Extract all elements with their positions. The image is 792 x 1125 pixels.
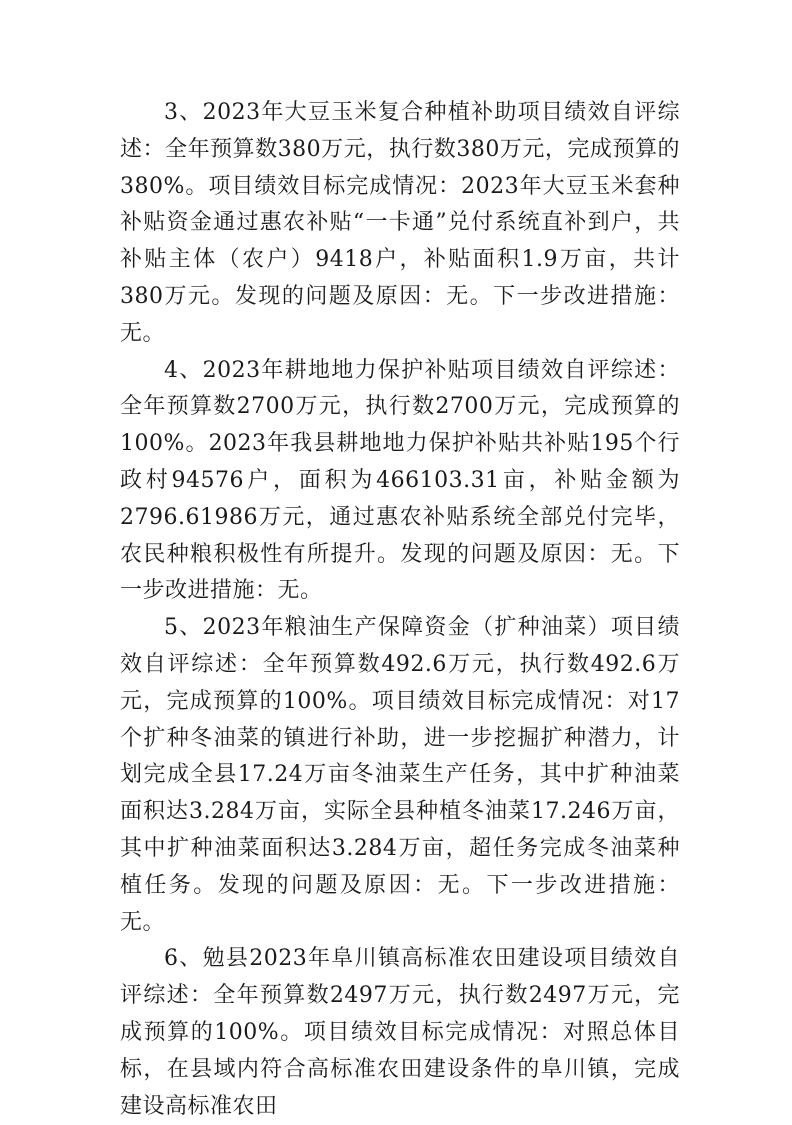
paragraph-item-4: 4、2023年耕地地力保护补贴项目绩效自评综述：全年预算数2700万元，执行数2700万元，完成预算的100%。2023年我县耕地地力保护补贴共补贴195个行政村94576户，面积为466103.31亩，补贴金额为2796.61986万元，通过惠农补贴系统全部兑付完毕，农民种粮积极性有所提升。发现的问题及原因：无。下一步改进措施：无。 [120, 357, 680, 604]
paragraph-item-5: 5、2023年粮油生产保障资金（扩种油菜）项目绩效自评综述：全年预算数492.6万元，执行数492.6万元，完成预算的100%。项目绩效目标完成情况：对17个扩种冬油菜的镇进行补助，进一步挖掘扩种潜力，计划完成全县17.24万亩冬油菜生产任务，其中扩种油菜面积达3.284万亩，实际全县种植冬油菜17.246万亩，其中扩种油菜面积达3.284万亩，超任务完成冬油菜种植任务。发现的问题及原因：无。下一步改进措施：无。 [120, 615, 680, 935]
paragraph-item-3: 3、2023年大豆玉米复合种植补助项目绩效自评综述：全年预算数380万元，执行数380万元，完成预算的380%。项目绩效目标完成情况：2023年大豆玉米套种补贴资金通过惠农补贴“一卡通”兑付系统直补到户，共补贴主体（农户）9418户，补贴面积1.9万亩，共计380万元。发现的问题及原因：无。下一步改进措施：无。 [120, 100, 680, 346]
document-page [120, 95, 680, 1125]
paragraph-item-6: 6、勉县2023年阜川镇高标准农田建设项目绩效自评综述：全年预算数2497万元，执行数2497万元，完成预算的100%。项目绩效目标完成情况：对照总体目标，在县域内符合高标准农田建设条件的阜川镇，完成建设高标准农田 [120, 946, 680, 1119]
